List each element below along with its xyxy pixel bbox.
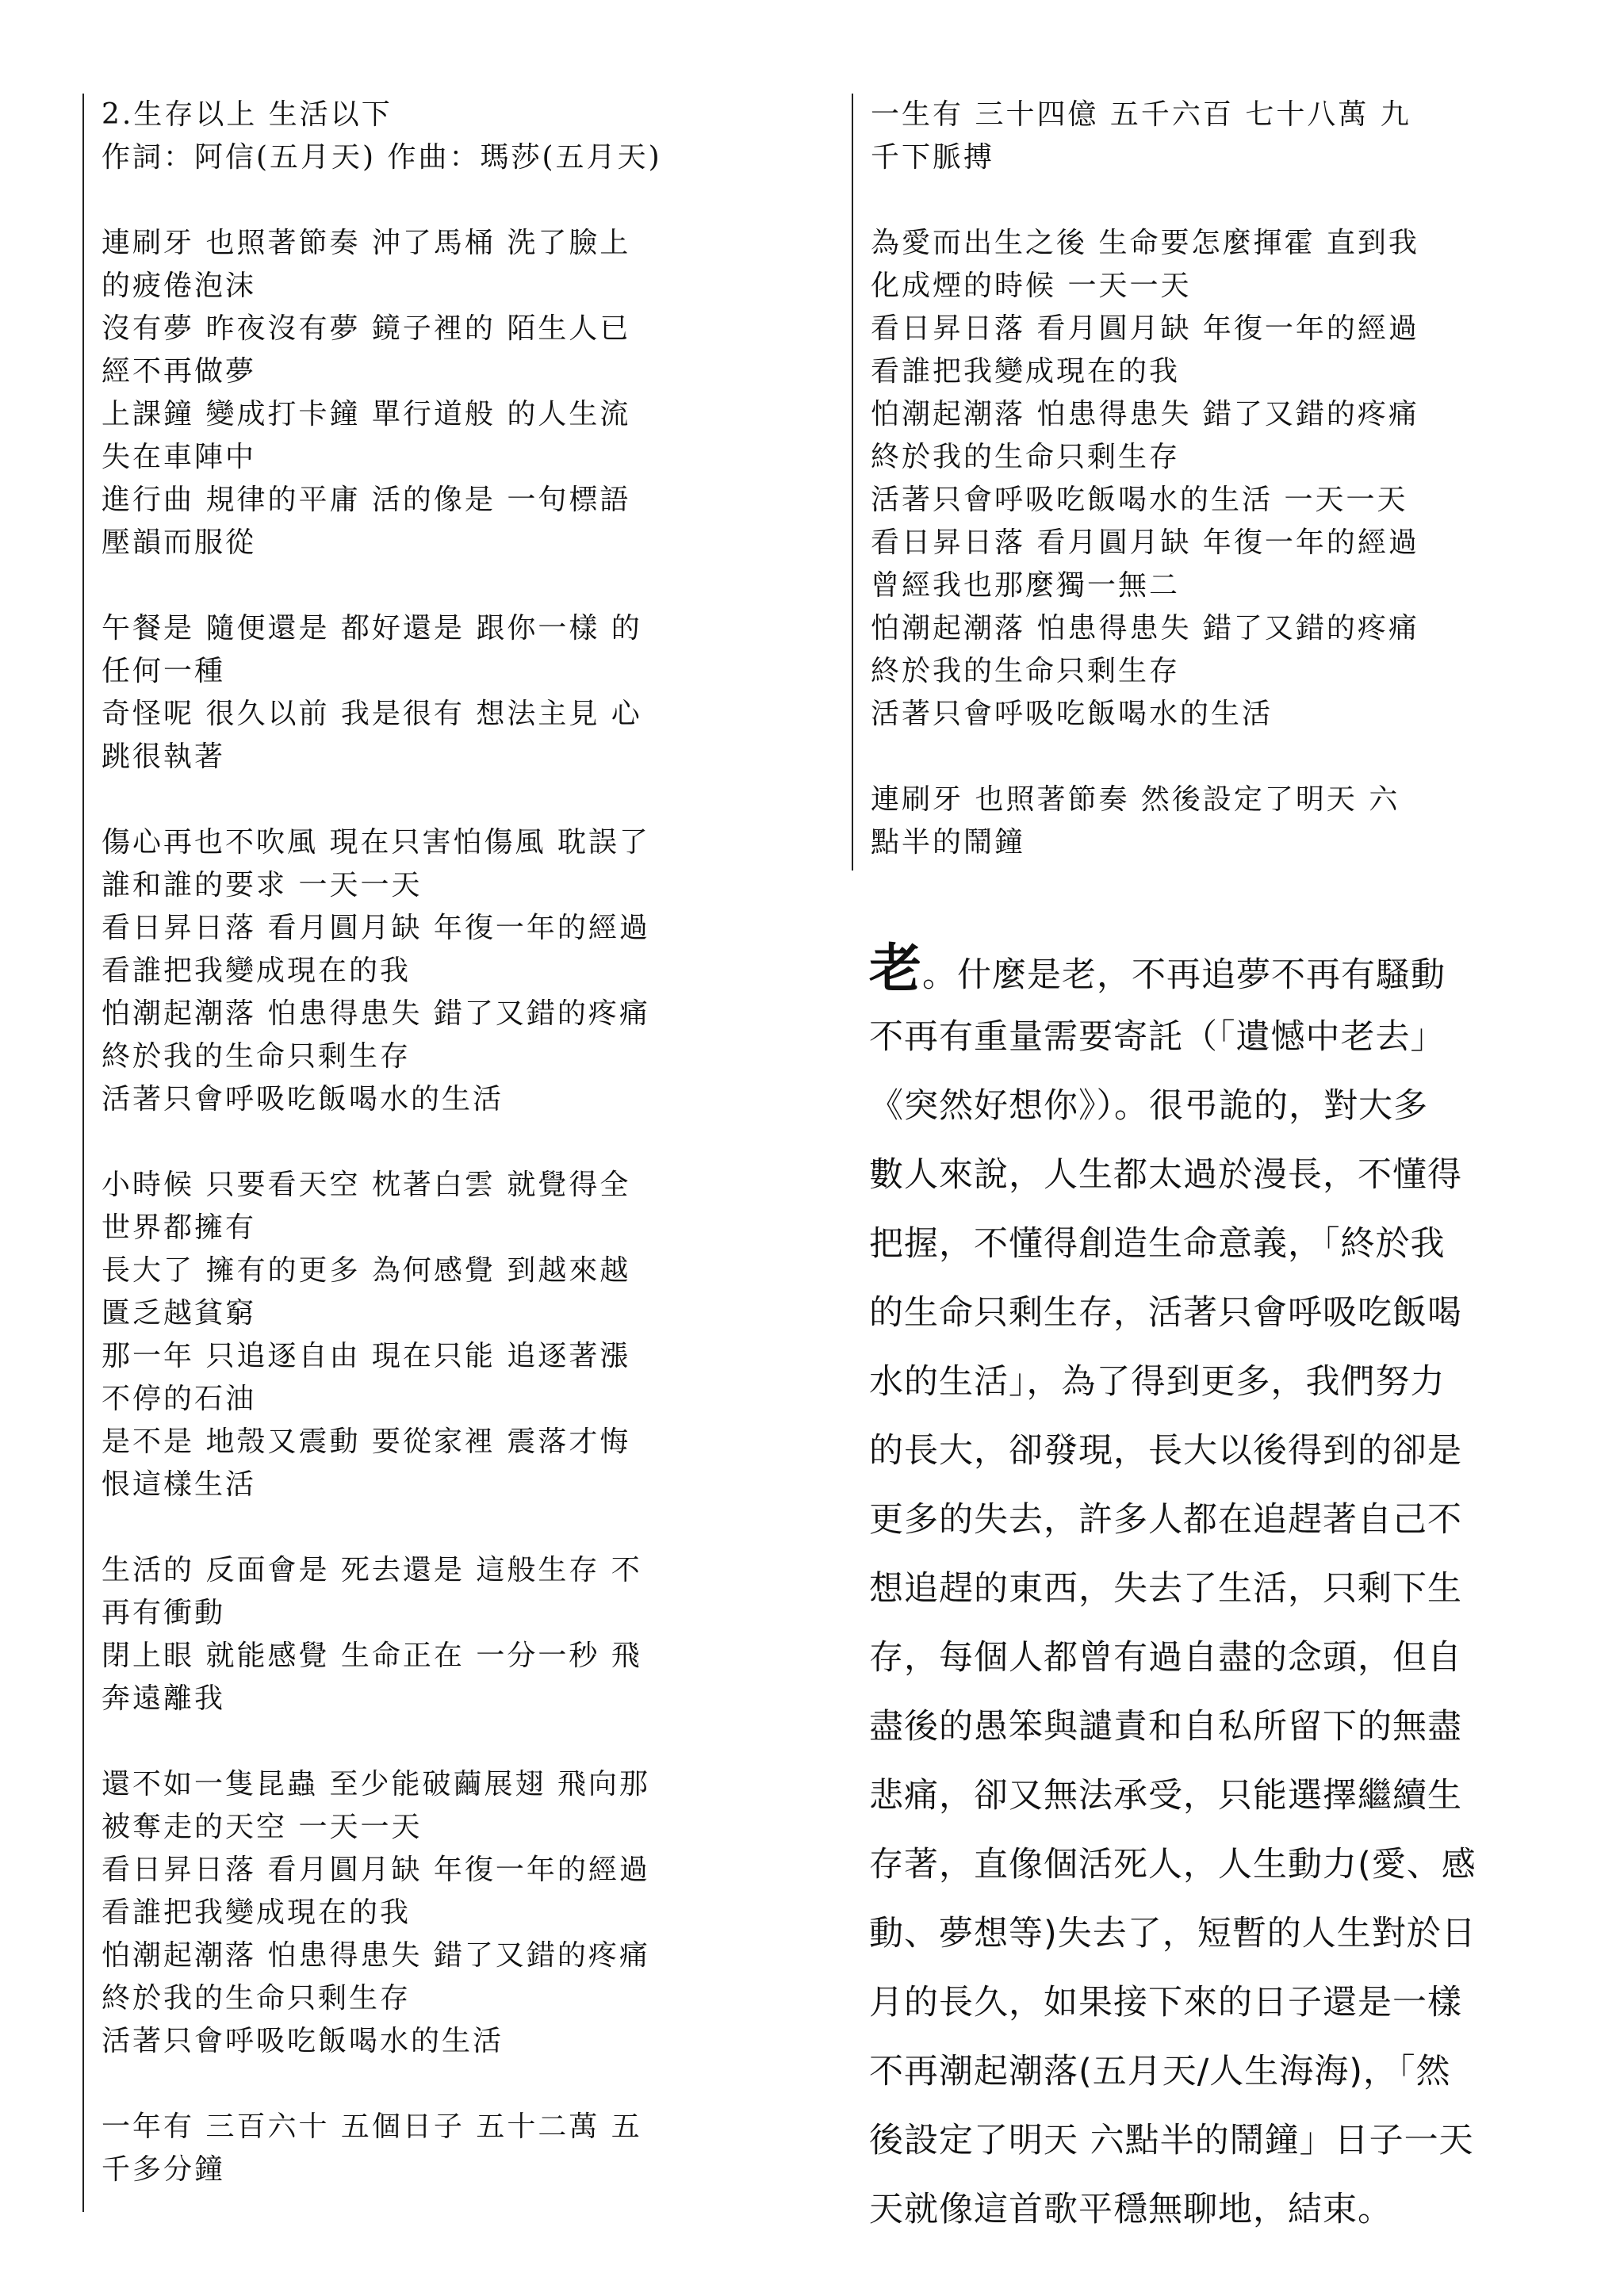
commentary-text: 更多的失去，許多人都在追趕著自己不: [869, 1500, 1462, 1540]
lyric-line: 終於我的生命只剩生存: [102, 1040, 412, 1073]
lyric-line: 再有衝動: [102, 1597, 226, 1629]
commentary-line: [869, 1762, 1551, 1831]
commentary-text: 。什麼是老，不再追夢不再有騷動: [922, 955, 1446, 995]
lyric-line: 終於我的生命只剩生存: [871, 441, 1181, 473]
lyric-line: 恨這樣生活: [102, 1468, 257, 1501]
lyric-line: 連刷牙 也照著節奏 然後設定了明天 六: [871, 783, 1400, 816]
lyric-line: 曾經我也那麼獨一無二: [871, 569, 1181, 602]
lyric-line: 那一年 只追逐自由 現在只能 追逐著漲: [102, 1340, 631, 1372]
commentary-text: 天就像這首歌平穩無聊地，結束。: [869, 2190, 1392, 2229]
lyric-line: 生活的 反面會是 死去還是 這般生存 不: [102, 1554, 642, 1586]
lyric-line: 經不再做夢: [102, 355, 257, 388]
lyric-line: 看誰把我變成現在的我: [102, 1896, 412, 1929]
commentary-text: 動、夢想等)失去了，短暫的人生對於日: [869, 1914, 1477, 1954]
commentary-line: [869, 1210, 1551, 1279]
lyric-line: 終於我的生命只剩生存: [102, 1982, 412, 2015]
lead-character: 老: [869, 937, 922, 999]
lyric-line: 一年有 三百六十 五個日子 五十二萬 五: [102, 2110, 642, 2143]
lyrics-column-left: [82, 94, 796, 2212]
commentary-line: [869, 1072, 1551, 1141]
lyric-line: 奔遠離我: [102, 1682, 226, 1715]
lyric-line: 世界都擁有: [102, 1211, 257, 1244]
commentary-line: [869, 934, 1551, 1003]
lyric-line: 被奪走的天空 一天一天: [102, 1811, 423, 1843]
lyric-line: 連刷牙 也照著節奏 沖了馬桶 洗了臉上: [102, 227, 631, 259]
commentary-text: 把握，不懂得創造生命意義，「終於我: [869, 1224, 1446, 1264]
lyric-line: 作詞：阿信(五月天) 作曲：瑪莎(五月天): [102, 141, 662, 174]
commentary-line: [869, 1555, 1551, 1624]
lyric-line: 奇怪呢 很久以前 我是很有 想法主見 心: [102, 698, 642, 730]
stanza-gap: [102, 779, 796, 821]
commentary-line: [869, 1900, 1551, 1969]
commentary-line: [869, 1969, 1551, 2038]
lyric-line: 怕潮起潮落 怕患得患失 錯了又錯的疼痛: [102, 1939, 650, 1972]
lyric-line: 壓韻而服從: [102, 526, 257, 559]
lyric-line: 小時候 只要看天空 枕著白雲 就覺得全: [102, 1169, 631, 1201]
lyric-line: 進行曲 規律的平庸 活的像是 一句標語: [102, 484, 631, 516]
commentary-line: [869, 1693, 1551, 1762]
commentary-paragraph: [869, 934, 1551, 2244]
stanza-gap: [102, 1121, 796, 1164]
lyric-line: 跳很執著: [102, 740, 226, 773]
commentary-text: 水的生活」，為了得到更多，我們努力: [869, 1362, 1446, 1402]
stanza-gap: [871, 179, 1565, 222]
stanza-gap: [102, 1506, 796, 1549]
lyric-line: 活著只會呼吸吃飯喝水的生活: [102, 1083, 504, 1115]
commentary-line: [869, 1624, 1551, 1693]
lyric-line: 活著只會呼吸吃飯喝水的生活 一天一天: [871, 484, 1408, 516]
lyric-line: 傷心再也不吹風 現在只害怕傷風 耽誤了: [102, 826, 650, 859]
lyric-line: 活著只會呼吸吃飯喝水的生活: [871, 698, 1274, 730]
lyric-line: 千下脈搏: [871, 141, 995, 174]
commentary-text: 數人來說，人生都太過於漫長，不懂得: [869, 1155, 1462, 1195]
lyric-line: 怕潮起潮落 怕患得患失 錯了又錯的疼痛: [871, 612, 1419, 645]
commentary-line: [869, 2107, 1551, 2175]
lyric-line: 怕潮起潮落 怕患得患失 錯了又錯的疼痛: [102, 997, 650, 1030]
lyric-line: 任何一種: [102, 655, 226, 687]
commentary-line: [869, 1003, 1551, 1072]
lyric-line: 看日昇日落 看月圓月缺 年復一年的經過: [102, 912, 650, 944]
commentary-text: 月的長久，如果接下來的日子還是一樣: [869, 1983, 1462, 2022]
lyric-line: 失在車陣中: [102, 441, 257, 473]
lyric-line: 活著只會呼吸吃飯喝水的生活: [102, 2025, 504, 2057]
lyric-line: 閉上眼 就能感覺 生命正在 一分一秒 飛: [102, 1640, 642, 1672]
stanza-gap: [102, 2063, 796, 2106]
lyric-line: 點半的鬧鐘: [871, 826, 1026, 859]
commentary-text: 存著，直像個活死人，人生動力(愛、感: [869, 1845, 1477, 1885]
lyric-line: 千多分鐘: [102, 2153, 226, 2186]
commentary-text: 《突然好想你》）。很弔詭的，對大多: [869, 1086, 1428, 1126]
lyric-line: 不停的石油: [102, 1383, 257, 1415]
commentary-line: [869, 1141, 1551, 1210]
commentary-line: [869, 1279, 1551, 1348]
lyric-line: 午餐是 隨便還是 都好還是 跟你一樣 的: [102, 612, 642, 645]
commentary-text: 悲痛，卻又無法承受，只能選擇繼續生: [869, 1776, 1462, 1816]
commentary-line: [869, 2038, 1551, 2107]
commentary-text: 盡後的愚笨與譴責和自私所留下的無盡: [869, 1707, 1462, 1747]
stanza-gap: [102, 1720, 796, 1763]
commentary-line: [869, 1486, 1551, 1555]
commentary-text: 不再有重量需要寄託（「遺憾中老去」: [869, 1017, 1446, 1057]
commentary-line: [869, 2175, 1551, 2244]
commentary-line: [869, 1417, 1551, 1486]
lyric-line: 為愛而出生之後 生命要怎麼揮霍 直到我: [871, 227, 1419, 259]
lyric-line: 化成煙的時候 一天一天: [871, 270, 1192, 302]
lyric-line: 沒有夢 昨夜沒有夢 鏡子裡的 陌生人已: [102, 312, 631, 345]
lyric-line: 看誰把我變成現在的我: [102, 955, 412, 987]
stanza-gap: [102, 564, 796, 607]
lyric-line: 的疲倦泡沫: [102, 270, 257, 302]
commentary-text: 不再潮起潮落(五月天/人生海海)，「然: [869, 2052, 1451, 2091]
lyric-line: 看日昇日落 看月圓月缺 年復一年的經過: [102, 1854, 650, 1886]
lyric-line: 看日昇日落 看月圓月缺 年復一年的經過: [871, 312, 1419, 345]
stanza-gap: [102, 179, 796, 222]
stanza-gap: [871, 736, 1565, 779]
lyric-line: 匱乏越貧窮: [102, 1297, 257, 1330]
lyric-line: 2.生存以上 生活以下: [102, 98, 393, 131]
lyric-line: 誰和誰的要求 一天一天: [102, 869, 423, 901]
commentary-line: [869, 1348, 1551, 1417]
commentary-text: 後設定了明天 六點半的鬧鐘」日子一天: [869, 2121, 1474, 2160]
lyric-line: 怕潮起潮落 怕患得患失 錯了又錯的疼痛: [871, 398, 1419, 430]
lyric-line: 看誰把我變成現在的我: [871, 355, 1181, 388]
lyric-line: 長大了 擁有的更多 為何感覺 到越來越: [102, 1254, 631, 1287]
commentary-text: 想追趕的東西，失去了生活，只剩下生: [869, 1569, 1462, 1609]
commentary-text: 存，每個人都曾有過自盡的念頭，但自: [869, 1638, 1462, 1678]
commentary-text: 的生命只剩生存，活著只會呼吸吃飯喝: [869, 1293, 1462, 1333]
lyric-line: 終於我的生命只剩生存: [871, 655, 1181, 687]
commentary-line: [869, 1831, 1551, 1900]
commentary-text: 的長大，卻發現，長大以後得到的卻是: [869, 1431, 1462, 1471]
lyric-line: 看日昇日落 看月圓月缺 年復一年的經過: [871, 526, 1419, 559]
lyric-line: 還不如一隻昆蟲 至少能破繭展翅 飛向那: [102, 1768, 650, 1800]
lyrics-column-right: [852, 94, 1565, 871]
lyric-line: 是不是 地殼又震動 要從家裡 震落才悔: [102, 1425, 631, 1458]
lyric-line: 上課鐘 變成打卡鐘 單行道般 的人生流: [102, 398, 631, 430]
lyric-line: 一生有 三十四億 五千六百 七十八萬 九: [871, 98, 1411, 131]
